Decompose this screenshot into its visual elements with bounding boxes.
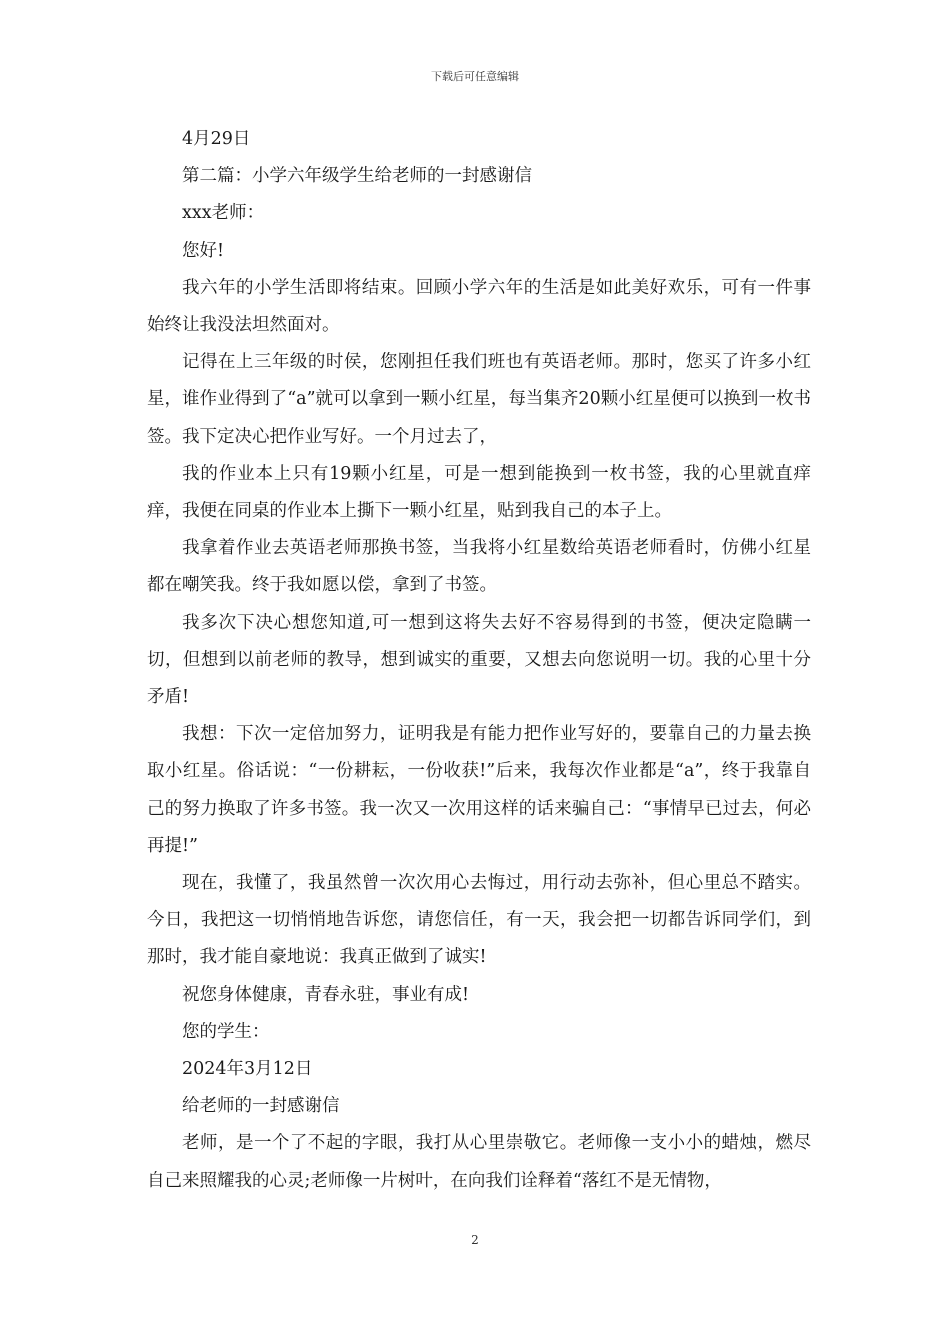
body-paragraph: 老师，是一个了不起的字眼，我打从心里崇敬它。老师像一支小小的蜡烛，燃尽自己来照耀我的心灵;老师像一片树叶，在向我们诠释着“落红不是无情物， (147, 1133, 811, 1191)
greeting: 您好! (182, 240, 225, 261)
body-paragraph: 我想：下次一定倍加努力，证明我是有能力把作业写好的，要靠自己的力量去换取小红星。俗话说：“一份耕耘，一份收获!”后来，我每次作业都是“a”，终于我靠自己的努力换取了许多书签。我一次又一次用这样的话来骗自己：“事情早已过去，何必再提!” (147, 724, 811, 856)
signature: 您的学生： (182, 1021, 270, 1042)
body-paragraph: 我多次下决心想您知道,可一想到这将失去好不容易得到的书签，便决定隐瞒一切，但想到以前老师的教导，想到诚实的重要，又想去向您说明一切。我的心里十分矛盾! (147, 612, 811, 708)
section-title: 第二篇：小学六年级学生给老师的一封感谢信 (182, 166, 532, 187)
section-title: 给老师的一封感谢信 (182, 1096, 340, 1117)
letter-date: 2024年3月12日 (182, 1059, 313, 1080)
page-number: 2 (471, 1233, 479, 1247)
date-line: 4月29日 (182, 129, 251, 149)
page-header: 下载后可任意编辑 (431, 70, 519, 83)
closing-wish: 祝您身体健康，青春永驻，事业有成! (182, 984, 470, 1005)
body-paragraph: 记得在上三年级的时侯，您刚担任我们班也有英语老师。那时，您买了许多小红星，谁作业得到了“a”就可以拿到一颗小红星，每当集齐20颗小红星便可以换到一枚书签。我下定决心把作业写好。一个月过去了， (147, 352, 811, 447)
body-paragraph: 我的作业本上只有19颗小红星，可是一想到能换到一枚书签，我的心里就直痒痒，我便在同桌的作业本上撕下一颗小红星，贴到我自己的本子上。 (147, 463, 811, 522)
body-paragraph: 我拿着作业去英语老师那换书签，当我将小红星数给英语老师看时，仿佛小红星都在嘲笑我。终于我如愿以偿，拿到了书签。 (147, 538, 811, 596)
body-paragraph: 我六年的小学生活即将结束。回顾小学六年的生活是如此美好欢乐，可有一件事始终让我没法坦然面对。 (147, 277, 811, 336)
salutation: xxx老师： (182, 203, 265, 224)
body-paragraph: 现在，我懂了，我虽然曾一次次用心去悔过，用行动去弥补，但心里总不踏实。今日，我把这一切悄悄地告诉您，请您信任，有一天，我会把一切都告诉同学们，到那时，我才能自豪地说：我真正做到了诚实! (147, 873, 811, 968)
document-body (147, 121, 811, 1200)
